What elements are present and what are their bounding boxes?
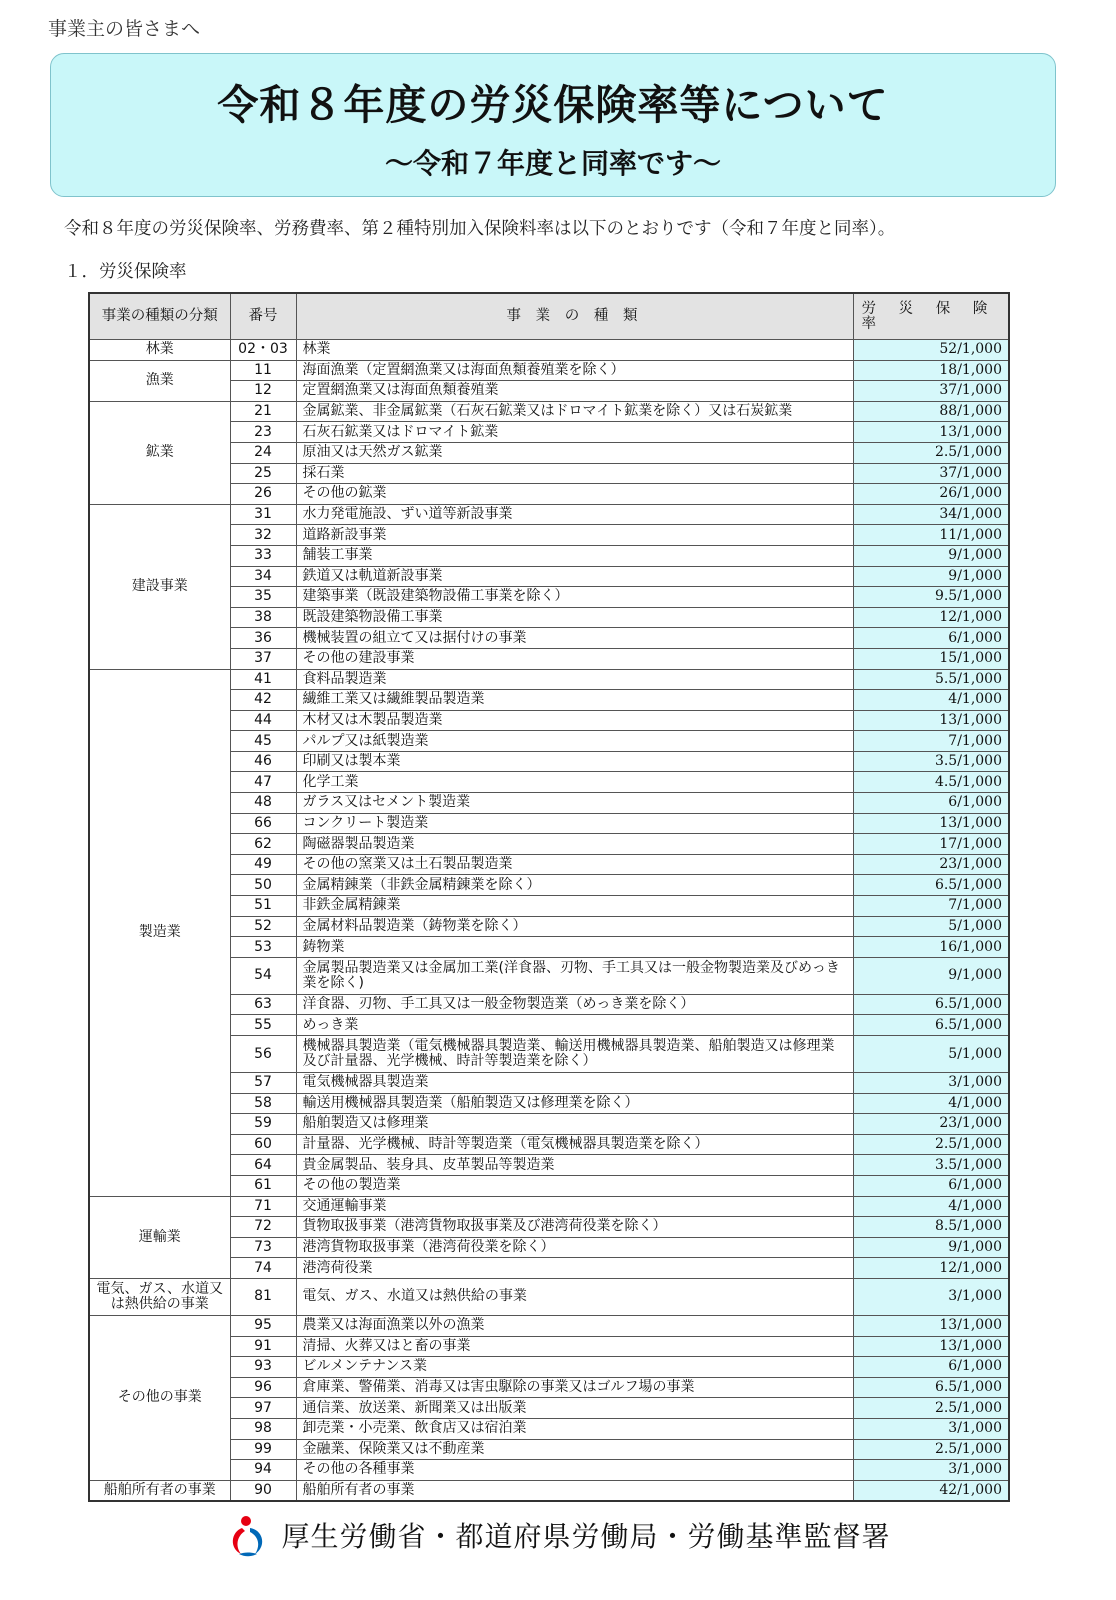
- rate-cell: 13/1,000: [853, 1315, 1009, 1336]
- table-row: [89, 669, 1009, 690]
- rate-cell: 4/1,000: [853, 690, 1009, 711]
- business-type-cell: 通信業、放送業、新聞業又は出版業: [296, 1398, 853, 1419]
- business-type-cell: 電気機械器具製造業: [296, 1073, 853, 1094]
- rate-cell: 9/1,000: [853, 957, 1009, 994]
- business-type-cell: 水力発電施設、ずい道等新設事業: [296, 504, 853, 525]
- business-type-cell: 計量器、光学機械、時計等製造業（電気機械器具製造業を除く）: [296, 1134, 853, 1155]
- header-category: 事業の種類の分類: [89, 293, 230, 340]
- page-title: 令和８年度の労災保険率等について: [217, 81, 889, 129]
- rate-cell: 34/1,000: [853, 504, 1009, 525]
- business-type-cell: 建築事業（既設建築物設備工事業を除く）: [296, 587, 853, 608]
- business-type-cell: 船舶所有者の事業: [296, 1480, 853, 1501]
- number-cell: 52: [230, 916, 296, 937]
- category-cell: 製造業: [89, 669, 230, 1196]
- business-type-cell: ビルメンテナンス業: [296, 1357, 853, 1378]
- business-type-cell: 繊維工業又は繊維製品製造業: [296, 690, 853, 711]
- ministry-name: 厚生労働省・都道府県労働局・労働基準監督署: [281, 1520, 891, 1553]
- number-cell: 36: [230, 628, 296, 649]
- business-type-cell: その他の各種事業: [296, 1460, 853, 1481]
- business-type-cell: 印刷又は製本業: [296, 751, 853, 772]
- business-type-cell: 電気、ガス、水道又は熱供給の事業: [296, 1278, 853, 1315]
- business-type-cell: 貨物取扱事業（港湾貨物取扱事業及び港湾荷役業を除く）: [296, 1217, 853, 1238]
- rate-cell: 6/1,000: [853, 1357, 1009, 1378]
- rate-cell: 5.5/1,000: [853, 669, 1009, 690]
- number-cell: 95: [230, 1315, 296, 1336]
- category-cell: 鉱業: [89, 401, 230, 504]
- number-cell: 35: [230, 587, 296, 608]
- rate-cell: 42/1,000: [853, 1480, 1009, 1501]
- number-cell: 57: [230, 1073, 296, 1094]
- business-type-cell: その他の製造業: [296, 1175, 853, 1196]
- table-row: [89, 1480, 1009, 1501]
- rate-cell: 3/1,000: [853, 1418, 1009, 1439]
- business-type-cell: 機械器具製造業（電気機械器具製造業、輸送用機械器具製造業、船舶製造又は修理業及び計量器、光学機械、時計等製造業を除く）: [296, 1036, 853, 1073]
- rate-cell: 13/1,000: [853, 710, 1009, 731]
- number-cell: 64: [230, 1155, 296, 1176]
- number-cell: 32: [230, 525, 296, 546]
- number-cell: 50: [230, 875, 296, 896]
- number-cell: 66: [230, 813, 296, 834]
- business-type-cell: 金属製品製造業又は金属加工業(洋食器、刃物、手工具又は一般金物製造業及びめっき業を除く): [296, 957, 853, 994]
- business-type-cell: 石灰石鉱業又はドロマイト鉱業: [296, 422, 853, 443]
- table-row: [89, 1278, 1009, 1315]
- business-type-cell: 倉庫業、警備業、消毒又は害虫駆除の事業又はゴルフ場の事業: [296, 1377, 853, 1398]
- business-type-cell: 原油又は天然ガス鉱業: [296, 442, 853, 463]
- number-cell: 59: [230, 1114, 296, 1135]
- business-type-cell: 鋳物業: [296, 937, 853, 958]
- rate-cell: 16/1,000: [853, 937, 1009, 958]
- rate-cell: 5/1,000: [853, 916, 1009, 937]
- rate-cell: 6.5/1,000: [853, 1377, 1009, 1398]
- number-cell: 53: [230, 937, 296, 958]
- rate-cell: 7/1,000: [853, 896, 1009, 917]
- business-type-cell: コンクリート製造業: [296, 813, 853, 834]
- number-cell: 93: [230, 1357, 296, 1378]
- rate-cell: 23/1,000: [853, 1114, 1009, 1135]
- number-cell: 71: [230, 1196, 296, 1217]
- table-row: [89, 401, 1009, 422]
- number-cell: 72: [230, 1217, 296, 1238]
- mhlw-logo-icon: [225, 1512, 269, 1558]
- business-type-cell: 採石業: [296, 463, 853, 484]
- business-type-cell: 海面漁業（定置網漁業又は海面魚類養殖業を除く）: [296, 360, 853, 381]
- category-cell: 漁業: [89, 360, 230, 401]
- number-cell: 02・03: [230, 340, 296, 361]
- business-type-cell: めっき業: [296, 1015, 853, 1036]
- rate-cell: 15/1,000: [853, 648, 1009, 669]
- rate-cell: 6/1,000: [853, 628, 1009, 649]
- business-type-cell: 陶磁器製品製造業: [296, 834, 853, 855]
- number-cell: 34: [230, 566, 296, 587]
- table-row: [89, 340, 1009, 361]
- rate-cell: 9/1,000: [853, 566, 1009, 587]
- business-type-cell: 食料品製造業: [296, 669, 853, 690]
- rate-cell: 2.5/1,000: [853, 1134, 1009, 1155]
- business-type-cell: 機械装置の組立て又は据付けの事業: [296, 628, 853, 649]
- number-cell: 45: [230, 731, 296, 752]
- rate-cell: 3.5/1,000: [853, 751, 1009, 772]
- business-type-cell: 金属鉱業、非金属鉱業（石灰石鉱業又はドロマイト鉱業を除く）又は石炭鉱業: [296, 401, 853, 422]
- number-cell: 56: [230, 1036, 296, 1073]
- rate-cell: 8.5/1,000: [853, 1217, 1009, 1238]
- table-header-row: [89, 293, 1009, 340]
- number-cell: 46: [230, 751, 296, 772]
- rate-cell: 37/1,000: [853, 463, 1009, 484]
- header-number: 番号: [230, 293, 296, 340]
- business-type-cell: その他の鉱業: [296, 484, 853, 505]
- number-cell: 61: [230, 1175, 296, 1196]
- rate-cell: 17/1,000: [853, 834, 1009, 855]
- business-type-cell: 卸売業・小売業、飲食店又は宿泊業: [296, 1418, 853, 1439]
- number-cell: 55: [230, 1015, 296, 1036]
- number-cell: 38: [230, 607, 296, 628]
- insurance-rate-table: [88, 292, 1010, 1502]
- category-cell: 運輸業: [89, 1196, 230, 1278]
- table-row: [89, 504, 1009, 525]
- rate-cell: 37/1,000: [853, 381, 1009, 402]
- category-cell: 建設事業: [89, 504, 230, 669]
- rate-cell: 6.5/1,000: [853, 1015, 1009, 1036]
- number-cell: 73: [230, 1237, 296, 1258]
- business-type-cell: 金属材料品製造業（鋳物業を除く）: [296, 916, 853, 937]
- business-type-cell: 清掃、火葬又はと畜の事業: [296, 1336, 853, 1357]
- business-type-cell: 定置網漁業又は海面魚類養殖業: [296, 381, 853, 402]
- rate-cell: 4/1,000: [853, 1093, 1009, 1114]
- number-cell: 37: [230, 648, 296, 669]
- category-cell: 林業: [89, 340, 230, 361]
- number-cell: 94: [230, 1460, 296, 1481]
- rate-cell: 2.5/1,000: [853, 1439, 1009, 1460]
- rate-cell: 52/1,000: [853, 340, 1009, 361]
- to-employers-label: 事業主の皆さまへ: [48, 18, 201, 40]
- title-banner: [50, 53, 1056, 197]
- category-cell: 電気、ガス、水道又は熱供給の事業: [89, 1278, 230, 1315]
- rate-cell: 9/1,000: [853, 1237, 1009, 1258]
- business-type-cell: 木材又は木製品製造業: [296, 710, 853, 731]
- business-type-cell: 金融業、保険業又は不動産業: [296, 1439, 853, 1460]
- business-type-cell: 林業: [296, 340, 853, 361]
- business-type-cell: 鉄道又は軌道新設事業: [296, 566, 853, 587]
- business-type-cell: 道路新設事業: [296, 525, 853, 546]
- rate-cell: 4.5/1,000: [853, 772, 1009, 793]
- number-cell: 49: [230, 854, 296, 875]
- rate-cell: 3.5/1,000: [853, 1155, 1009, 1176]
- business-type-cell: 交通運輸事業: [296, 1196, 853, 1217]
- rate-cell: 13/1,000: [853, 422, 1009, 443]
- number-cell: 26: [230, 484, 296, 505]
- number-cell: 21: [230, 401, 296, 422]
- number-cell: 60: [230, 1134, 296, 1155]
- table-row: [89, 1315, 1009, 1336]
- business-type-cell: 貴金属製品、装身具、皮革製品等製造業: [296, 1155, 853, 1176]
- business-type-cell: 化学工業: [296, 772, 853, 793]
- rate-cell: 9.5/1,000: [853, 587, 1009, 608]
- rate-cell: 26/1,000: [853, 484, 1009, 505]
- rate-cell: 12/1,000: [853, 1258, 1009, 1279]
- rate-cell: 88/1,000: [853, 401, 1009, 422]
- number-cell: 42: [230, 690, 296, 711]
- business-type-cell: 金属精錬業（非鉄金属精錬業を除く）: [296, 875, 853, 896]
- number-cell: 44: [230, 710, 296, 731]
- table-row: [89, 360, 1009, 381]
- business-type-cell: 農業又は海面漁業以外の漁業: [296, 1315, 853, 1336]
- number-cell: 33: [230, 545, 296, 566]
- business-type-cell: パルプ又は紙製造業: [296, 731, 853, 752]
- number-cell: 97: [230, 1398, 296, 1419]
- rate-cell: 2.5/1,000: [853, 1398, 1009, 1419]
- rate-cell: 6.5/1,000: [853, 875, 1009, 896]
- rate-cell: 6/1,000: [853, 1175, 1009, 1196]
- number-cell: 99: [230, 1439, 296, 1460]
- number-cell: 62: [230, 834, 296, 855]
- number-cell: 48: [230, 793, 296, 814]
- rate-cell: 12/1,000: [853, 607, 1009, 628]
- rate-cell: 5/1,000: [853, 1036, 1009, 1073]
- number-cell: 47: [230, 772, 296, 793]
- business-type-cell: ガラス又はセメント製造業: [296, 793, 853, 814]
- page-subtitle: ～令和７年度と同率です～: [384, 147, 721, 180]
- rate-cell: 6/1,000: [853, 793, 1009, 814]
- table-body: [89, 340, 1009, 1501]
- number-cell: 90: [230, 1480, 296, 1501]
- business-type-cell: その他の窯業又は土石製品製造業: [296, 854, 853, 875]
- intro-text: 令和８年度の労災保険率、労務費率、第２種特別加入保険料率は以下のとおりです（令和７年度と同率）。: [64, 219, 896, 239]
- number-cell: 25: [230, 463, 296, 484]
- rate-cell: 3/1,000: [853, 1460, 1009, 1481]
- number-cell: 54: [230, 957, 296, 994]
- number-cell: 23: [230, 422, 296, 443]
- business-type-cell: 非鉄金属精錬業: [296, 896, 853, 917]
- business-type-cell: 船舶製造又は修理業: [296, 1114, 853, 1135]
- number-cell: 24: [230, 442, 296, 463]
- rate-cell: 7/1,000: [853, 731, 1009, 752]
- rate-cell: 3/1,000: [853, 1278, 1009, 1315]
- header-business-type: 事 業 の 種 類: [296, 293, 853, 340]
- footer: [0, 1512, 1116, 1562]
- number-cell: 91: [230, 1336, 296, 1357]
- table-row: [89, 1196, 1009, 1217]
- rate-cell: 13/1,000: [853, 813, 1009, 834]
- rate-cell: 4/1,000: [853, 1196, 1009, 1217]
- section-heading: １．労災保険率: [64, 262, 187, 282]
- rate-cell: 11/1,000: [853, 525, 1009, 546]
- rate-cell: 23/1,000: [853, 854, 1009, 875]
- business-type-cell: その他の建設事業: [296, 648, 853, 669]
- business-type-cell: 輸送用機械器具製造業（船舶製造又は修理業を除く）: [296, 1093, 853, 1114]
- rate-cell: 2.5/1,000: [853, 442, 1009, 463]
- business-type-cell: 港湾荷役業: [296, 1258, 853, 1279]
- number-cell: 12: [230, 381, 296, 402]
- rate-cell: 9/1,000: [853, 545, 1009, 566]
- rate-cell: 6.5/1,000: [853, 994, 1009, 1015]
- number-cell: 81: [230, 1278, 296, 1315]
- business-type-cell: 既設建築物設備工事業: [296, 607, 853, 628]
- rate-cell: 3/1,000: [853, 1073, 1009, 1094]
- rate-cell: 13/1,000: [853, 1336, 1009, 1357]
- rate-cell: 18/1,000: [853, 360, 1009, 381]
- business-type-cell: 舗装工事業: [296, 545, 853, 566]
- business-type-cell: 港湾貨物取扱事業（港湾荷役業を除く）: [296, 1237, 853, 1258]
- number-cell: 11: [230, 360, 296, 381]
- number-cell: 58: [230, 1093, 296, 1114]
- number-cell: 74: [230, 1258, 296, 1279]
- header-rate: 労 災 保 険 率: [853, 293, 1009, 340]
- number-cell: 63: [230, 994, 296, 1015]
- number-cell: 51: [230, 896, 296, 917]
- number-cell: 98: [230, 1418, 296, 1439]
- number-cell: 96: [230, 1377, 296, 1398]
- business-type-cell: 洋食器、刃物、手工具又は一般金物製造業（めっき業を除く）: [296, 994, 853, 1015]
- number-cell: 31: [230, 504, 296, 525]
- category-cell: 船舶所有者の事業: [89, 1480, 230, 1501]
- number-cell: 41: [230, 669, 296, 690]
- category-cell: その他の事業: [89, 1315, 230, 1480]
